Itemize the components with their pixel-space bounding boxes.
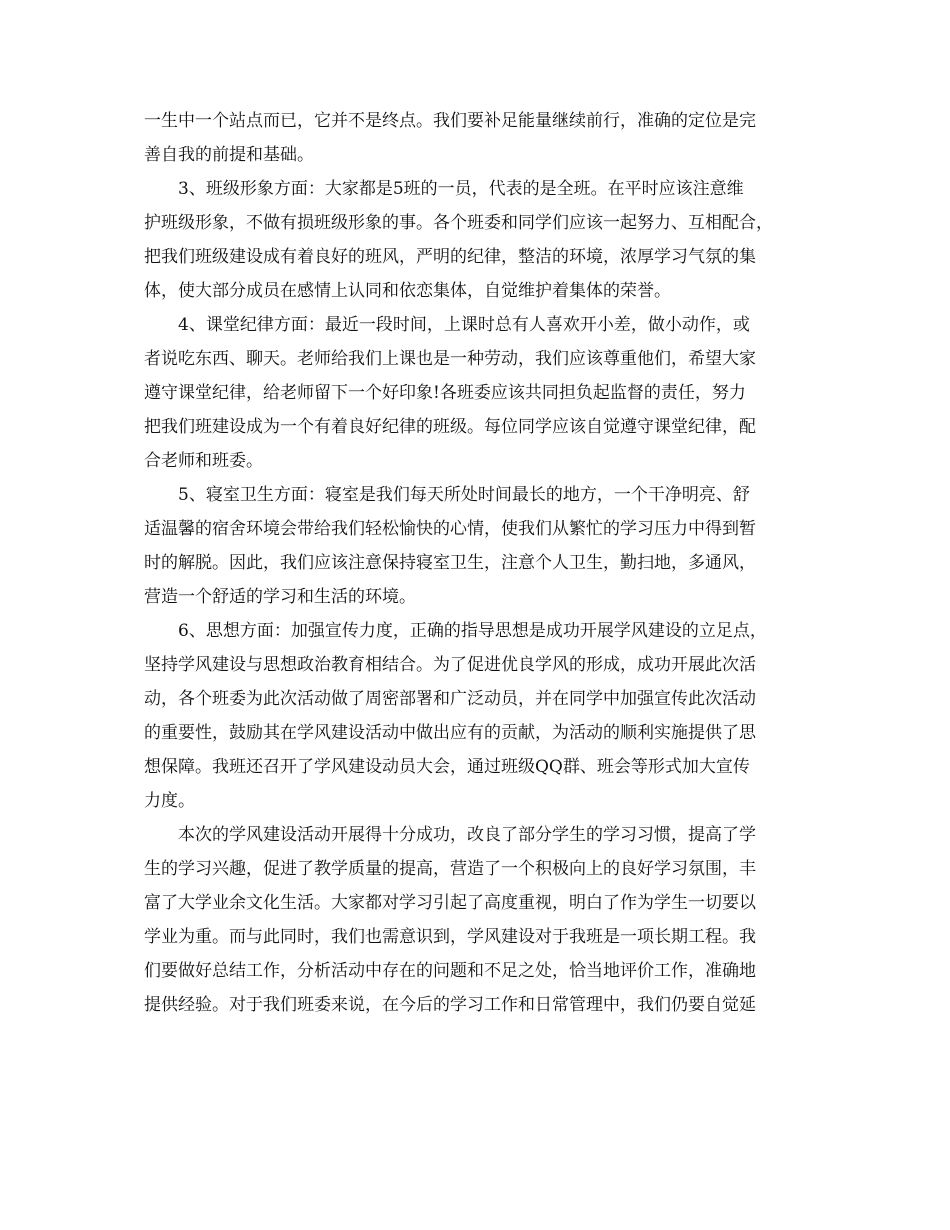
text-line: 想保障。我班还召开了学风建设动员大会，通过班级QQ群、班会等形式加大宣传 bbox=[144, 757, 750, 777]
text-line: 适温馨的宿舍环境会带给我们轻松愉快的心情，使我们从繁忙的学习压力中得到暂 bbox=[144, 519, 756, 539]
text-line: 遵守课堂纪律，给老师留下一个好印象!各班委应该共同担负起监督的责任，努力 bbox=[144, 383, 746, 403]
text-line: 把我们班级建设成有着良好的班风，严明的纪律，整洁的环境，浓厚学习气氛的集 bbox=[144, 247, 756, 267]
text-line: 5、寝室卫生方面：寝室是我们每天所处时间最长的地方，一个干净明亮、舒 bbox=[178, 485, 750, 505]
text-line: 力度。 bbox=[144, 791, 195, 811]
text-line: 营造一个舒适的学习和生活的环境。 bbox=[144, 587, 416, 607]
text-line: 动，各个班委为此次活动做了周密部署和广泛动员，并在同学中加强宣传此次活动 bbox=[144, 689, 756, 709]
text-line: 本次的学风建设活动开展得十分成功，改良了部分学生的学习习惯，提高了学 bbox=[178, 825, 756, 845]
text-line: 坚持学风建设与思想政治教育相结合。为了促进优良学风的形成，成功开展此次活 bbox=[144, 655, 756, 675]
text-line: 生的学习兴趣，促进了教学质量的提高，营造了一个积极向上的良好学习氛围，丰 bbox=[144, 859, 756, 879]
text-line: 6、思想方面：加强宣传力度，正确的指导思想是成功开展学风建设的立足点， bbox=[178, 621, 767, 641]
text-line: 4、课堂纪律方面：最近一段时间，上课时总有人喜欢开小差，做小动作，或 bbox=[178, 315, 750, 335]
text-line: 体，使大部分成员在感情上认同和依恋集体，自觉维护着集体的荣誉。 bbox=[144, 281, 671, 301]
text-line: 把我们班建设成为一个有着良好纪律的班级。每位同学应该自觉遵守课堂纪律，配 bbox=[144, 417, 756, 437]
text-line: 们要做好总结工作，分析活动中存在的问题和不足之处，恰当地评价工作，准确地 bbox=[144, 961, 756, 981]
text-line: 富了大学业余文化生活。大家都对学习引起了高度重视，明白了作为学生一切要以 bbox=[144, 893, 756, 913]
text-line: 学业为重。而与此同时，我们也需意识到，学风建设对于我班是一项长期工程。我 bbox=[144, 927, 756, 947]
text-line: 的重要性，鼓励其在学风建设活动中做出应有的贡献，为活动的顺利实施提供了思 bbox=[144, 723, 756, 743]
text-line: 3、班级形象方面：大家都是5班的一员，代表的是全班。在平时应该注意维 bbox=[178, 179, 744, 199]
document-body bbox=[144, 104, 816, 1022]
text-line: 者说吃东西、聊天。老师给我们上课也是一种劳动，我们应该尊重他们，希望大家 bbox=[144, 349, 756, 369]
text-line: 提供经验。对于我们班委来说，在今后的学习工作和日常管理中，我们仍要自觉延 bbox=[144, 995, 756, 1015]
text-line: 护班级形象，不做有损班级形象的事。各个班委和同学们应该一起努力、互相配合， bbox=[144, 213, 773, 233]
text-line: 时的解脱。因此，我们应该注意保持寝室卫生，注意个人卫生，勤扫地，多通风， bbox=[144, 553, 756, 573]
text-line: 一生中一个站点而已，它并不是终点。我们要补足能量继续前行，准确的定位是完 bbox=[144, 111, 756, 131]
text-line: 合老师和班委。 bbox=[144, 451, 263, 471]
text-line: 善自我的前提和基础。 bbox=[144, 145, 314, 165]
